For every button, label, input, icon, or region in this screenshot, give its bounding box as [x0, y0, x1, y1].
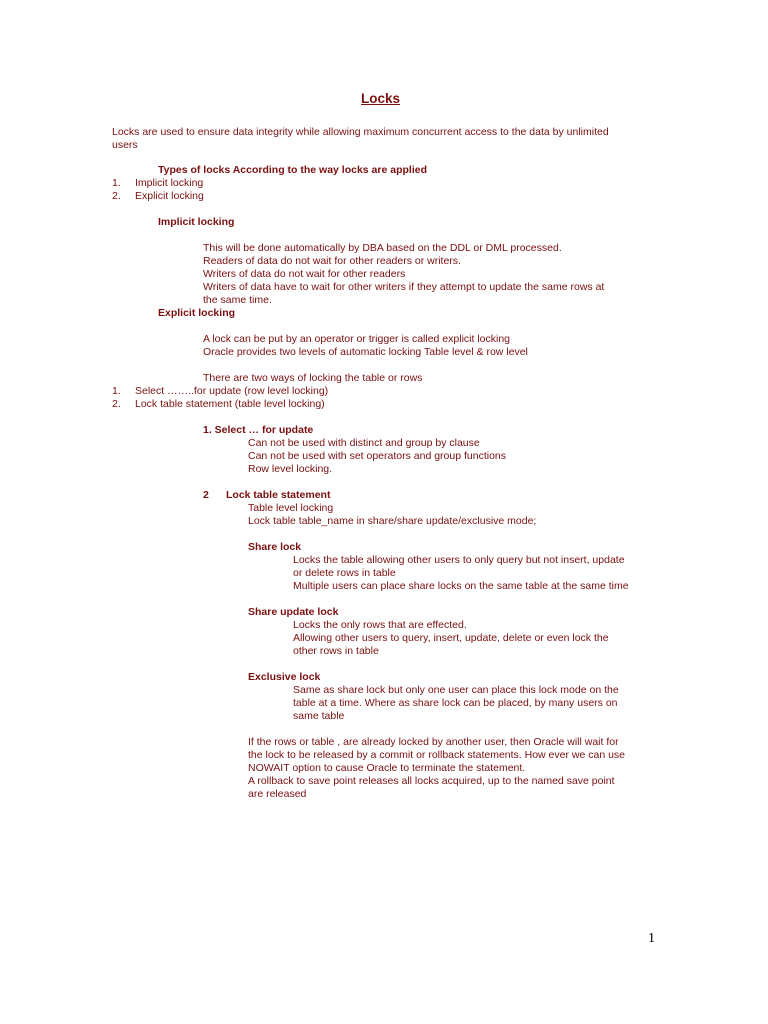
share-lock-line-1: Locks the table allowing other users to only query but not insert, update [293, 554, 625, 566]
two-ways-num-1: 1. [112, 385, 121, 397]
select-update-heading: 1. Select … for update [203, 424, 314, 436]
exclusive-lock-line-2: table at a time. Where as share lock can be placed, by many users on [293, 697, 618, 709]
share-lock-line-2: or delete rows in table [293, 567, 396, 579]
two-ways-num-2: 2. [112, 398, 121, 410]
page-title: Locks [361, 91, 401, 106]
two-ways-item-1: Select ……..for update (row level locking) [135, 385, 329, 397]
implicit-line-4: Writers of data have to wait for other writers if they attempt to update the same rows at [203, 281, 605, 293]
explicit-line-1: A lock can be put by an operator or trigger is called explicit locking [203, 333, 510, 345]
types-list-item-2: Explicit locking [135, 190, 204, 202]
closing-line-2: the lock to be released by a commit or rollback statements. How ever we can use [248, 749, 626, 761]
lock-table-line-1: Table level locking [248, 502, 334, 514]
lock-table-num: 2 [203, 489, 209, 501]
select-update-line-1: Can not be used with distinct and group by clause [248, 437, 480, 449]
page-number: 1 [648, 931, 655, 946]
share-update-lock-heading: Share update lock [248, 606, 339, 618]
share-update-lock-line-3: other rows in table [293, 645, 379, 657]
types-heading: Types of locks According to the way locks are applied [158, 164, 427, 176]
lock-table-line-2: Lock table table_name in share/share update/exclusive mode; [248, 515, 537, 527]
share-update-lock-line-2: Allowing other users to query, insert, update, delete or even lock the [293, 632, 609, 644]
implicit-line-3: Writers of data do not wait for other readers [203, 268, 406, 280]
two-ways-item-2: Lock table statement (table level locking) [135, 398, 325, 410]
closing-line-4: A rollback to save point releases all locks acquired, up to the named save point [248, 775, 615, 787]
select-update-line-2: Can not be used with set operators and group functions [248, 450, 506, 462]
two-ways-intro: There are two ways of locking the table or rows [203, 372, 423, 384]
share-lock-line-3: Multiple users can place share locks on the same table at the same time [293, 580, 629, 592]
implicit-line-2: Readers of data do not wait for other readers or writers. [203, 255, 461, 267]
share-lock-heading: Share lock [248, 541, 302, 553]
explicit-line-2: Oracle provides two levels of automatic locking Table level & row level [203, 346, 528, 358]
closing-line-5: are released [248, 788, 307, 800]
implicit-line-1: This will be done automatically by DBA based on the DDL or DML processed. [203, 242, 562, 254]
select-update-line-3: Row level locking. [248, 463, 333, 475]
types-list-num-2: 2. [112, 190, 121, 202]
intro-line-1: Locks are used to ensure data integrity while allowing maximum concurrent access to the data by unlimited [112, 126, 609, 138]
closing-line-1: If the rows or table , are already locked by another user, then Oracle will wait for [248, 736, 619, 748]
closing-line-3: NOWAIT option to cause Oracle to terminate the statement. [248, 762, 526, 774]
explicit-heading: Explicit locking [158, 307, 236, 319]
types-list-item-1: Implicit locking [135, 177, 204, 189]
implicit-line-5: the same time. [203, 294, 272, 306]
lock-table-heading: Lock table statement [226, 489, 331, 501]
exclusive-lock-line-1: Same as share lock but only one user can place this lock mode on the [293, 684, 619, 696]
intro-line-2: users [112, 139, 138, 151]
share-update-lock-line-1: Locks the only rows that are effected. [293, 619, 467, 631]
exclusive-lock-heading: Exclusive lock [248, 671, 321, 683]
exclusive-lock-line-3: same table [293, 710, 345, 722]
implicit-heading: Implicit locking [158, 216, 235, 228]
types-list-num-1: 1. [112, 177, 121, 189]
